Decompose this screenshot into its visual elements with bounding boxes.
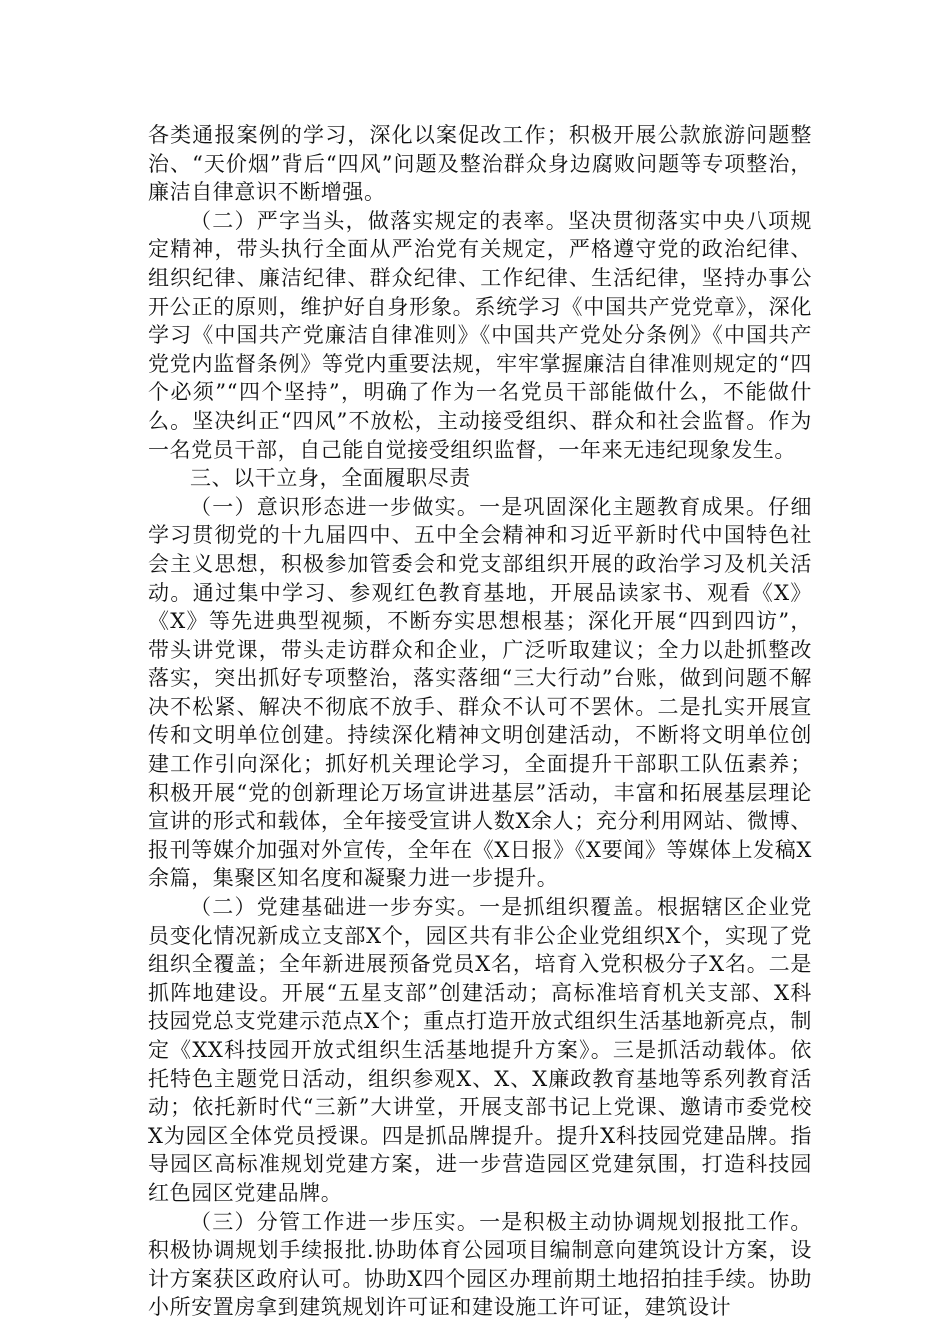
- document-body: [148, 121, 812, 1322]
- paragraph-section-3-3: （三）分管工作进一步压实。一是积极主动协调规划报批工作。积极协调规划手续报批.协助体育公园项目编制意向建筑设计方案，设计方案获区政府认可。协助X四个园区办理前期土地招拍挂手续。协助小所安置房拿到建筑规划许可证和建设施工许可证，建筑设计: [148, 1209, 812, 1320]
- section-heading-3: 三、以干立身，全面履职尽责: [190, 466, 471, 491]
- paragraph-section-2-2: （二）严字当头，做落实规定的表率。坚决贯彻落实中央八项规定精神，带头执行全面从严治党有关规定，严格遵守党的政治纪律、组织纪律、廉洁纪律、群众纪律、工作纪律、生活纪律，坚持办事公开公正的原则，维护好自身形象。系统学习《中国共产党党章》，深化学习《中国共产党廉洁自律准则》《中国共产党处分条例》《中国共产党党内监督条例》等党内重要法规，牢牢掌握廉洁自律准则规定的“四个必须”“四个坚持”，明确了作为一名党员干部能做什么，不能做什么。坚决纠正“四风”不放松，主动接受组织、群众和社会监督。作为一名党员干部，自己能自觉接受组织监督，一年来无违纪现象发生。: [148, 208, 812, 462]
- paragraph-continuation: 各类通报案例的学习，深化以案促改工作；积极开展公款旅游问题整治、“天价烟”背后“四风”问题及整治群众身边腐败问题等专项整治，廉洁自律意识不断增强。: [148, 123, 812, 205]
- paragraph-section-3-2: （二）党建基础进一步夯实。一是抓组织覆盖。根据辖区企业党员变化情况新成立支部X个，园区共有非公企业党组织X个，实现了党组织全覆盖；全年新进展预备党员X名，培育入党积极分子X名。二是抓阵地建设。开展“五星支部”创建活动；高标准培育机关支部、X科技园党总支党建示范点X个；重点打造开放式组织生活基地新亮点，制定《XX科技园开放式组织生活基地提升方案》。三是抓活动载体。依托特色主题党日活动，组织参观X、X、X廉政教育基地等系列教育活动；依托新时代“三新”大讲堂，开展支部书记上党课、邀请市委党校X为园区全体党员授课。四是抓品牌提升。提升X科技园党建品牌。指导园区高标准规划党建方案，进一步营造园区党建氛围，打造科技园红色园区党建品牌。: [148, 895, 812, 1205]
- paragraph-section-3-1: （一）意识形态进一步做实。一是巩固深化主题教育成果。仔细学习贯彻党的十九届四中、五中全会精神和习近平新时代中国特色社会主义思想，积极参加管委会和党支部组织开展的政治学习及机关活动。通过集中学习、参观红色教育基地，开展品读家书、观看《X》《X》等先进典型视频，不断夯实思想根基；深化开展“四到四访”，带头讲党课，带头走访群众和企业，广泛听取建议；全力以赴抓整改落实，突出抓好专项整治，落实落细“三大行动”台账，做到问题不解决不松紧、解决不彻底不放手、群众不认可不罢休。二是扎实开展宣传和文明单位创建。持续深化精神文明创建活动，不断将文明单位创建工作引向深化；抓好机关理论学习，全面提升干部职工队伍素养；积极开展“党的创新理论万场宣讲进基层”活动，丰富和拓展基层理论宣讲的形式和载体，全年接受宣讲人数X余人；充分利用网站、微博、报刊等媒介加强对外宣传，全年在《X日报》《X要闻》等媒体上发稿X余篇，集聚区知名度和凝聚力进一步提升。: [148, 494, 812, 891]
